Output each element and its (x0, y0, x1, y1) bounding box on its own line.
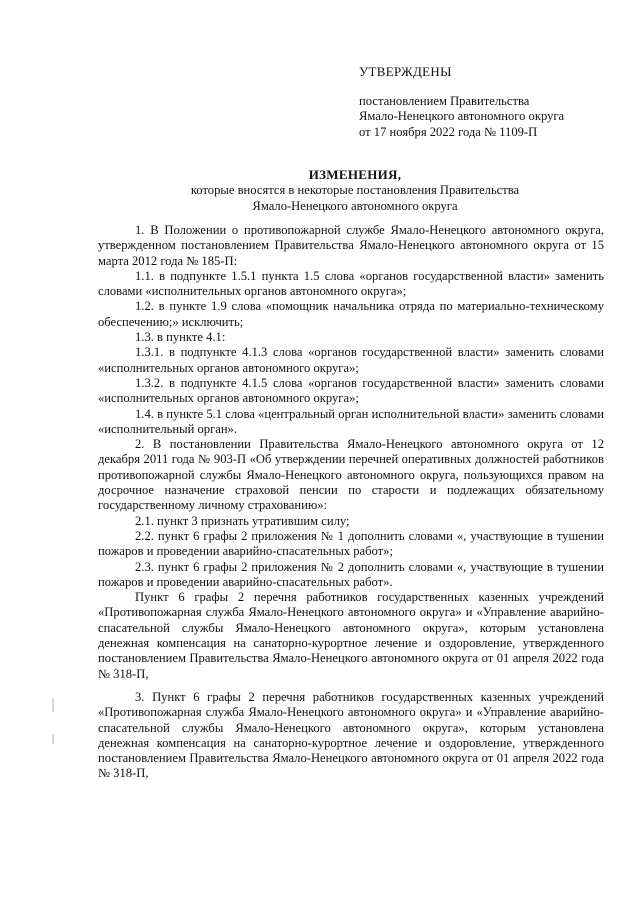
paragraph-3: 3. Пункт 6 графы 2 перечня работников государственных казенных учреждений «Противопожарная служба Ямало-Ненецкого автономного округа» и «Управление аварийно-спасательной службы Ямало-Ненецкого автономного округа», которым установлена денежная компенсация на санаторно-курортное лечение и оздоровление, утвержденного постановлением Правительства Ямало-Ненецкого автономного округа от 01 апреля 2022 года № 318-П, (98, 689, 604, 781)
paragraph-2-1: 2.1. пункт 3 признать утратившим силу; (135, 513, 350, 528)
paragraph-1-3: 1.3. в пункте 4.1: (135, 330, 226, 345)
approval-block (359, 64, 619, 140)
subtitle-line: которые вносятся в некоторые постановления Правительства (190, 183, 520, 197)
paragraph-1-3-2: 1.3.2. в подпункте 4.1.5 слова «органов государственной власти» заменить словами «исполнительных органов автономного округа»; (98, 375, 604, 406)
paragraph-2-2: 2.2. пункт 6 графы 2 приложения № 1 дополнить словами «, участвующие в тушении пожаров и проведении аварийно-спасательных работ»; (98, 528, 604, 559)
approval-line: Ямало-Ненецкого автономного округа (359, 109, 565, 123)
paragraph-2-3: 2.3. пункт 6 графы 2 приложения № 2 дополнить словами «, участвующие в тушении пожаров и проведении аварийно-спасательных работ». (98, 559, 604, 589)
document-title: ИЗМЕНЕНИЯ, (308, 167, 402, 182)
scan-artifact-mark (52, 698, 54, 712)
paragraph-1-3-1: 1.3.1. в подпункте 4.1.3 слова «органов государственной власти» заменить словами «исполнительных органов автономного округа»; (98, 345, 604, 375)
approval-line: от 17 ноября 2022 года № 1109-П (359, 124, 538, 139)
paragraph-2: 2. В постановлении Правительства Ямало-Ненецкого автономного округа от 12 декабря 2011 года № 903-П «Об утверждении перечней оперативных должностей работников противопожарной службы Ямало-Ненецкого автономного округа, пользующихся правом на досрочное назначение страховой пенсии по старости и подлежащих обязательному государственному личному страхованию»: (98, 437, 604, 513)
approval-title: УТВЕРЖДЕНЫ (359, 64, 452, 79)
paragraph-1-4: 1.4. в пункте 5.1 слова «центральный орган исполнительной власти» заменить словами «исполнительный орган». (98, 406, 604, 436)
approval-line: постановлением Правительства (359, 93, 530, 108)
paragraph-1-1: 1.1. в подпункте 1.5.1 пункта 1.5 слова «органов государственной власти» заменить словами «исполнительных органов автономного округа»; (98, 268, 604, 299)
scan-artifact-mark (52, 734, 54, 744)
paragraph-1-2: 1.2. в пункте 1.9 слова «помощник начальника отряда по материально-техническому обеспечению;» исключить; (98, 299, 604, 329)
document-body (98, 223, 604, 782)
document-subtitle (98, 183, 612, 214)
paragraph-1: 1. В Положении о противопожарной службе Ямало-Ненецкого автономного округа, утвержденном постановлением Правительства Ямало-Ненецкого автономного округа от 15 марта 2012 года № 185-П: (98, 223, 604, 268)
subtitle-line: Ямало-Ненецкого автономного округа (252, 198, 458, 213)
paragraph-unnumbered: Пункт 6 графы 2 перечня работников государственных казенных учреждений «Противопожарная служба Ямало-Ненецкого автономного округа» и «Управление аварийно-спасательной службы Ямало-Ненецкого автономного округа», которым установлена денежная компенсация на санаторно-курортное лечение и оздоровление, утвержденного постановлением Правительства Ямало-Ненецкого автономного округа от 01 апреля 2022 года № 318-П, (98, 590, 604, 681)
